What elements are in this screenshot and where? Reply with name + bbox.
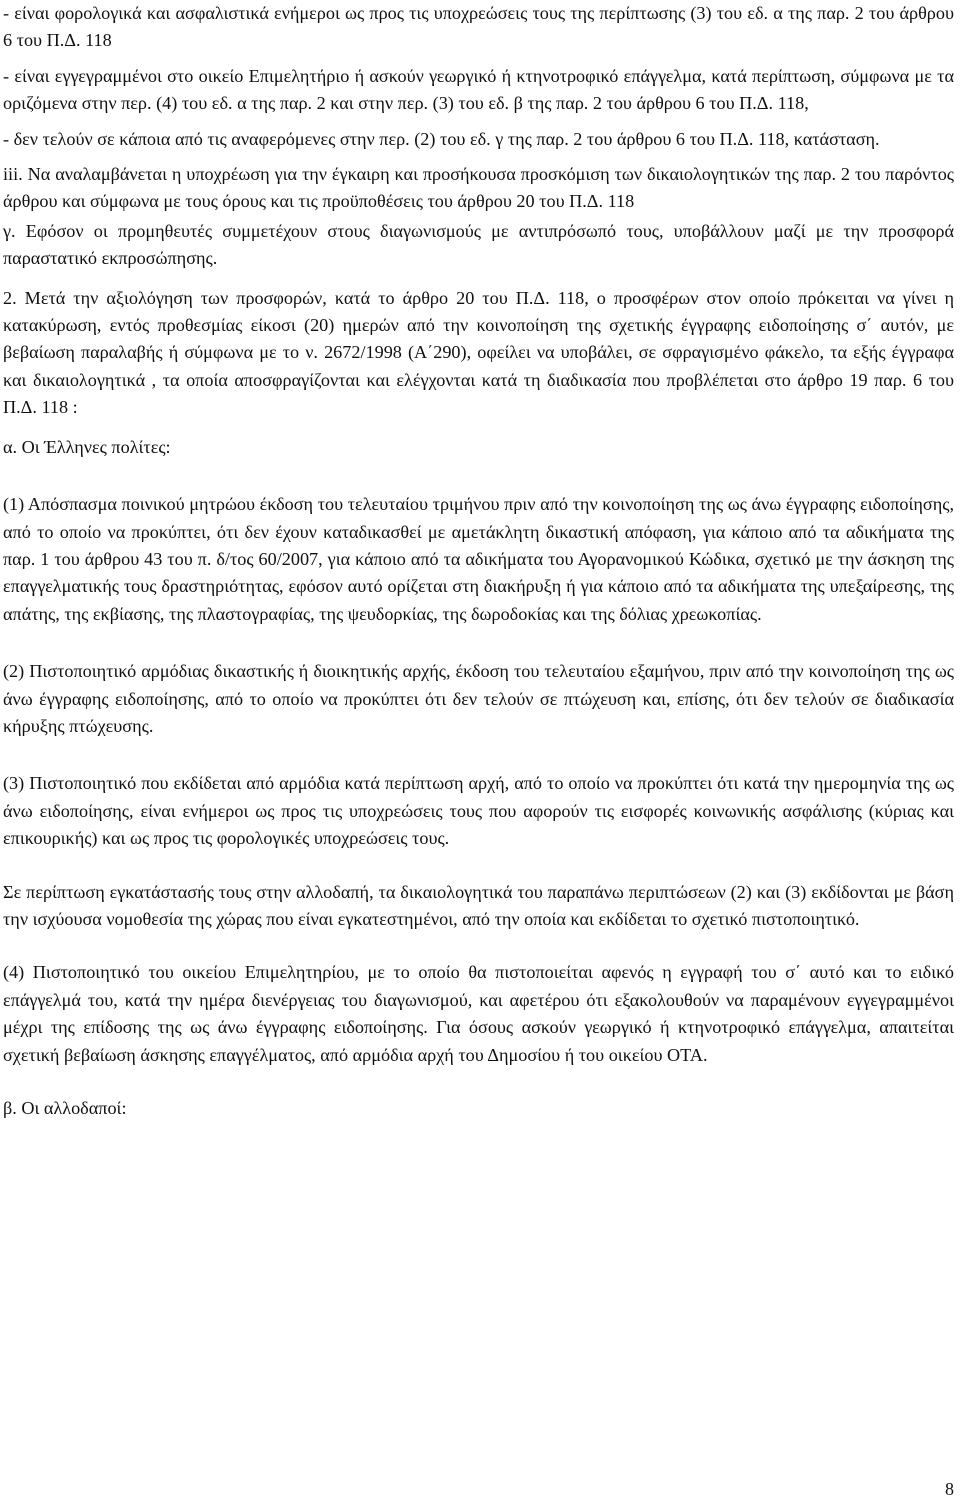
paragraph-award-documents: 2. Μετά την αξιολόγηση των προσφορών, κατά το άρθρο 20 του Π.Δ. 118, ο προσφέρων στον οποίο πρόκειται να γίνει η κατακύρωση, εντός προθεσμίας είκοσι (20) ημερών από την κοινοποίηση της σχετικής έγγραφης ειδοποίησης σ΄ αυτόν, με βεβαίωση παραλαβής ή σύμφωνα με το ν. 2672/1998 (Α΄290), οφείλει να υποβάλει, σε σφραγισμένο φάκελο, τα εξής έγγραφα και δικαιολογητικά , τα οποία αποσφραγίζονται και ελέγχονται κατά τη διαδικασία που προβλέπεται στο άρθρο 19 παρ. 6 του Π.Δ. 118 : <box>3 287 954 418</box>
paragraph-obligation-submission: iii. Να αναλαμβάνεται η υποχρέωση για την έγκαιρη και προσήκουσα προσκόμιση των δικαιολογητικών της παρ. 2 του παρόντος άρθρου και σύμφωνα με τους όρους και τις προϋποθέσεις του άρθρου 20 του Π.Δ. 118 <box>3 164 954 212</box>
paragraph-chamber-registration: - είναι εγγεγραμμένοι στο οικείο Επιμελητήριο ή ασκούν γεωργικό ή κτηνοτροφικό επάγγελμα, κατά περίπτωση, σύμφωνα με τα οριζόμενα στην περ. (4) του εδ. α της παρ. 2 και στην περ. (3) του εδ. β της παρ. 2 του άρθρου 6 του Π.Δ. 118, <box>3 65 954 114</box>
paragraph-insurance-certificate: (3) Πιστοποιητικό που εκδίδεται από αρμόδια κατά περίπτωση αρχή, από το οποίο να προκύπτει ότι κατά την ημερομηνία της ως άνω ειδοποίησης, είναι ενήμεροι ως προς τις υποχρεώσεις τους που αφορούν τις εισφορές κοινωνικής ασφάλισης (κύριας και επικουρικής) και ως προς τις φορολογικές υποχρεώσεις τους. <box>3 773 954 849</box>
heading-foreigners: β. Οι αλλοδαποί: <box>3 1098 127 1118</box>
heading-greek-citizens: α. Οι Έλληνες πολίτες: <box>3 436 171 457</box>
paragraph-tax-insurance-compliance: - είναι φορολογικά και ασφαλιστικά ενήμεροι ως προς τις υποχρεώσεις τους της περίπτωσης (3) του εδ. α της παρ. 2 του άρθρου 6 του Π.Δ. 118 <box>3 3 954 51</box>
paragraph-bankruptcy-certificate: (2) Πιστοποιητικό αρμόδιας δικαστικής ή διοικητικής αρχής, έκδοση του τελευταίου εξαμήνου, πριν από την κοινοποίηση της ως άνω έγγραφης ειδοποίησης, από το οποίο να προκύπτει ότι δεν τελούν σε πτώχευση και, επίσης, ότι δεν τελούν σε διαδικασία κήρυξης πτώχευσης. <box>3 661 954 736</box>
paragraph-criminal-record: (1) Απόσπασμα ποινικού μητρώου έκδοση του τελευταίου τριμήνου πριν από την κοινοποίηση της ως άνω έγγραφης ειδοποίησης, από το οποίο να προκύπτει, ότι δεν έχουν καταδικασθεί με αμετάκλητη δικαστική απόφαση, για κάποιο από τα αδικήματα της παρ. 1 του άρθρου 43 του π. δ/τος 60/2007, για κάποιο από τα αδικήματα του Αγορανομικού Κώδικα, σχετικό με την άσκηση της επαγγελματικής τους δραστηριότητας, εφόσον αυτό ορίζεται στη διακήρυξη ή για κάποιο από τα αδικήματα της υπεξαίρεσης, της απάτης, της εκβίασης, της πλαστογραφίας, της ψευδορκίας, της δωροδοκίας και της δόλιας χρεωκοπίας. <box>3 494 954 624</box>
paragraph-chamber-certificate: (4) Πιστοποιητικό του οικείου Επιμελητηρίου, με το οποίο θα πιστοποιείται αφενός η εγγραφή του σ΄ αυτό και το ειδικό επάγγελμά του, κατά την ημέρα διενέργειας του διαγωνισμού, και αφετέρου ότι εξακολουθούν να παραμένουν εγγεγραμμένοι μέχρι της επίδοσης της ως άνω έγγραφης ειδοποίησης. Για όσους ασκούν γεωργικό ή κτηνοτροφικό επάγγελμα, απαιτείται σχετική βεβαίωση άσκησης επαγγέλματος, από αρμόδια αρχή του Δημοσίου ή του οικείου ΟΤΑ. <box>3 962 954 1065</box>
paragraph-foreign-establishment: Σε περίπτωση εγκατάστασής τους στην αλλοδαπή, τα δικαιολογητικά του παραπάνω περιπτώσεων (2) και (3) εκδίδονται με βάση την ισχύουσα νομοθεσία της χώρας που είναι εγκατεστημένοι, από την οποία και εκδίδεται το σχετικό πιστοποιητικό. <box>3 881 954 929</box>
page-number: 8 <box>945 1479 954 1499</box>
paragraph-not-in-situation: - δεν τελούν σε κάποια από τις αναφερόμενες στην περ. (2) του εδ. γ της παρ. 2 του άρθρου 6 του Π.Δ. 118, κατάσταση. <box>3 128 880 149</box>
paragraph-representative: γ. Εφόσον οι προμηθευτές συμμετέχουν στους διαγωνισμούς με αντιπρόσωπό τους, υποβάλλουν μαζί με την προσφορά παραστατικό εκπροσώπησης. <box>3 220 954 269</box>
